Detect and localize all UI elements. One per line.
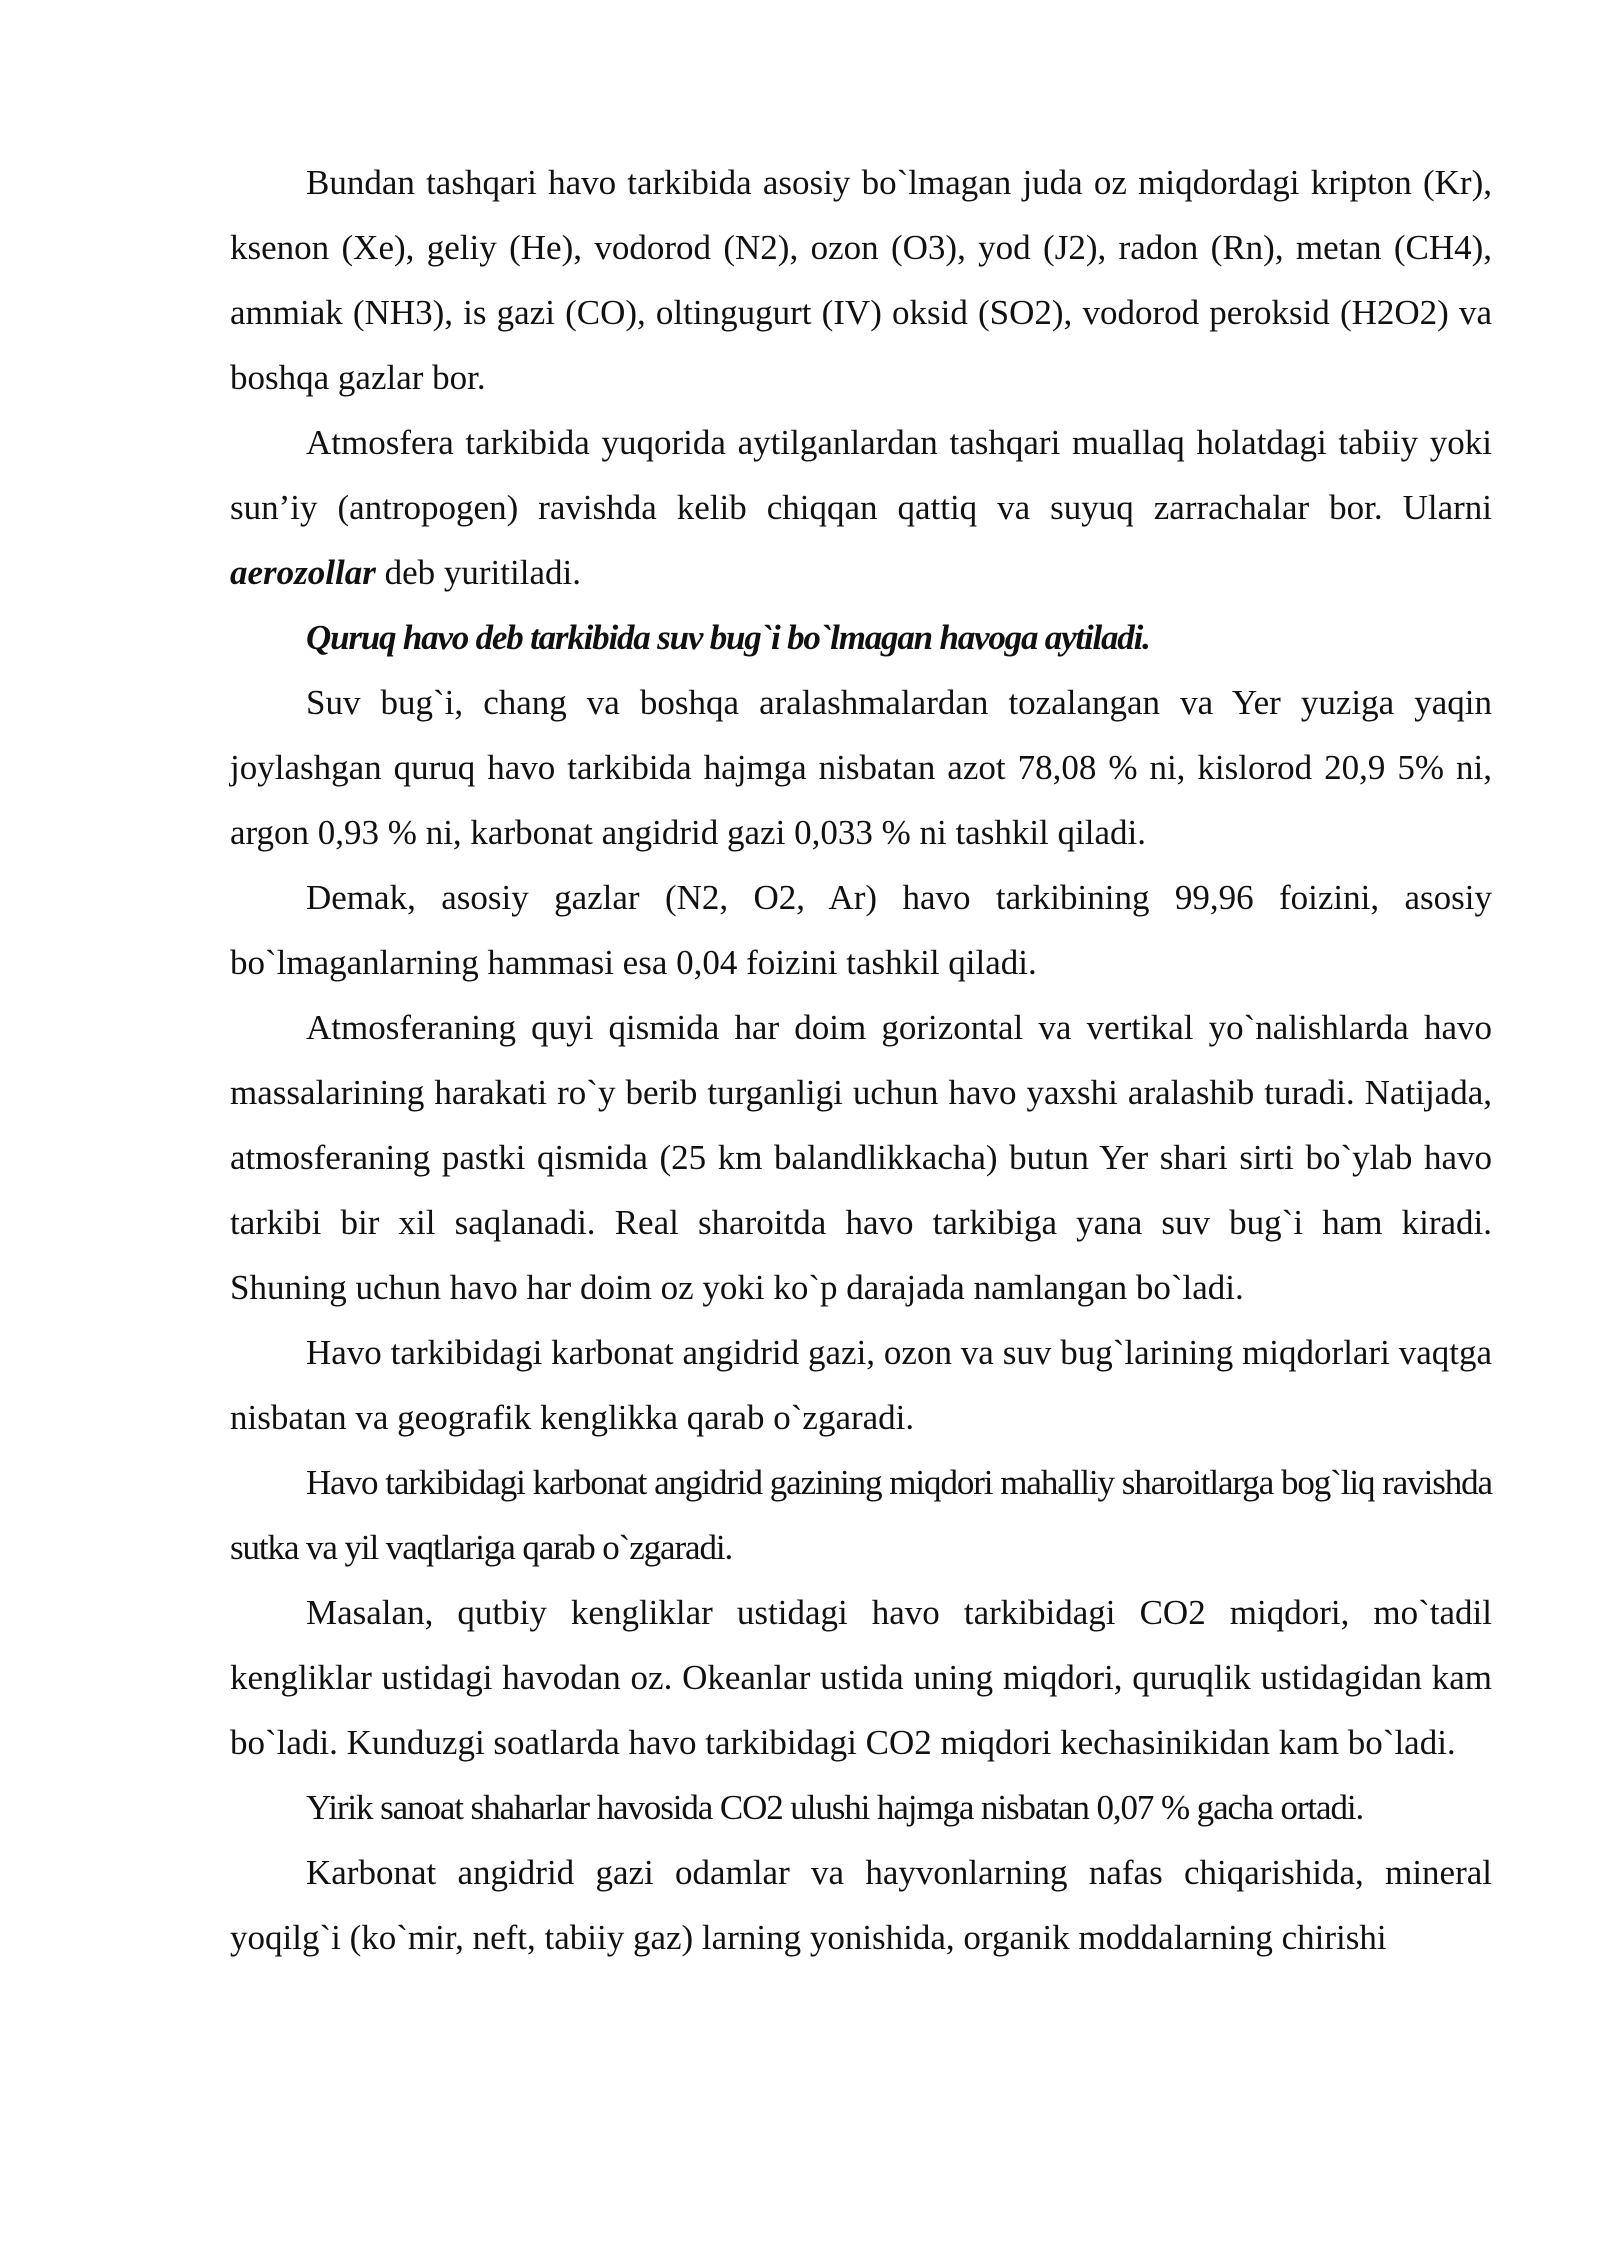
paragraph-variable-components: Havo tarkibidagi karbonat angidrid gazi, ozon va suv bug`larining miqdorlari vaqtga nisbatan va geografik kenglikka qarab o`zgaradi. [230, 1333, 1492, 1437]
paragraph-aerosols-text-after: deb yuritiladi. [375, 553, 581, 592]
paragraph-air-mixing: Atmosferaning quyi qismida har doim gorizontal va vertikal yo`nalishlarda havo massalarining harakati ro`y berib turganligi uchun havo yaxshi aralashib turadi. Natijada, atmosferaning pastki qismida (25 km balandlikkacha) butun Yer shari sirti bo`ylab havo tarkibi bir xil saqlanadi. Real sharoitda havo tarkibiga yana suv bug`i ham kiradi. Shuning uchun havo har doim oz yoki ko`p darajada namlangan bo`ladi. [230, 1008, 1492, 1307]
paragraph-co2-local-variation: Havo tarkibidagi karbonat angidrid gazining miqdori mahalliy sharoitlarga bog`liq ravishda sutka va yil vaqtlariga qarab o`zgaradi. [230, 1463, 1492, 1567]
paragraph-trace-gases: Bundan tashqari havo tarkibida asosiy bo`lmagan juda oz miqdordagi kripton (Kr), ksenon (Xe), geliy (He), vodorod (N2), ozon (O3), yod (J2), radon (Rn), metan (CH4), ammiak (NH3), is gazi (CO), oltingugurt (IV) oksid (SO2), vodorod peroksid (H2O2) va boshqa gazlar bor. [230, 163, 1492, 397]
paragraph-main-gases-share: Demak, asosiy gazlar (N2, O2, Ar) havo tarkibining 99,96 foizini, asosiy bo`lmaganlarning hammasi esa 0,04 foizini tashkil qiladi. [230, 878, 1492, 982]
term-aerozollar: aerozollar [230, 553, 376, 592]
paragraph-co2-cities: Yirik sanoat shaharlar havosida CO2 ulushi hajmga nisbatan 0,07 % gacha ortadi. [306, 1788, 1364, 1827]
paragraph-dry-air-composition: Suv bug`i, chang va boshqa aralashmalardan tozalangan va Yer yuziga yaqin joylashgan quruq havo tarkibida hajmga nisbatan azot 78,08 % ni, kislorod 20,9 5% ni, argon 0,93 % ni, karbonat angidrid gazi 0,033 % ni tashkil qiladi. [230, 683, 1492, 852]
paragraph-aerosols [230, 410, 1492, 605]
definition-dry-air: Quruq havo deb tarkibida suv bug`i bo`lmagan havoga aytiladi. [306, 618, 1150, 657]
paragraph-co2-latitude: Masalan, qutbiy kengliklar ustidagi havo tarkibidagi CO2 miqdori, mo`tadil kengliklar ustidagi havodan oz. Okeanlar ustida uning miqdori, quruqlik ustidagidan kam bo`ladi. Kunduzgi soatlarda havo tarkibidagi CO2 miqdori kechasinikidan kam bo`ladi. [230, 1593, 1492, 1762]
paragraph-aerosols-text-before: Atmosfera tarkibida yuqorida aytilganlardan tashqari muallaq holatdagi tabiiy yoki sun’iy (antropogen) ravishda kelib chiqqan qattiq va suyuq zarrachalar bor. Ularni [230, 423, 1492, 527]
document-page [230, 150, 1492, 1970]
paragraph-co2-sources: Karbonat angidrid gazi odamlar va hayvonlarning nafas chiqarishida, mineral yoqilg`i (ko`mir, neft, tabiiy gaz) larning yonishida, organik moddalarning chirishi [230, 1853, 1492, 1957]
